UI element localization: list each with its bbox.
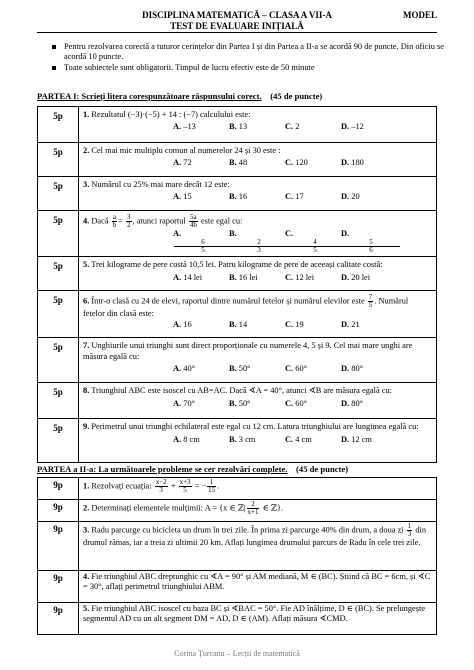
problem-cell: 2. Determinați elementele mulțimii: A = {x ∈ ℤ| $\frac{2}{x+1}$ ∈ ℤ}. xyxy=(79,500,437,522)
points-cell: 5p xyxy=(38,257,79,291)
square-bullet-icon xyxy=(52,45,56,49)
points-cell: 5p xyxy=(38,338,79,383)
question-cell: 4. Dacă $\frac{a}{b}$ = $\frac{3}{2}$ , atunci raportul $\frac{5a}{4b}$ este egal cu: A. $\frac{6}{5}$ B. $\frac{2}{3}$ C. $\frac{4}{5}$ D. $\frac{5}{6}$ xyxy=(79,211,437,257)
part1-table xyxy=(37,106,437,463)
points-cell: 5p xyxy=(38,107,79,143)
instruction-item: Pentru rezolvarea corectă a tuturor cerințelor din Partea I și din Partea a II-a se acordă 90 de puncte. Din oficiu se acordă 10 puncte. xyxy=(50,42,445,63)
square-bullet-icon xyxy=(52,66,56,70)
problem-cell: 3. Radu parcurge cu bicicleta un drum în trei zile. În prima zi parcurge 40% din drum, a doua zi $\frac{1}{3}$ din drumul rămas, iar a treia zi ultimii 20 km. Aflați lungimea drumului parcurs de Radu în cele trei zile. xyxy=(79,522,437,571)
question-row xyxy=(38,419,437,463)
points-cell: 9p xyxy=(38,571,79,603)
problem-cell: 4. Fie triunghiul ABC dreptunghic cu ∢A = 90° și AM mediană, M ∈ (BC). Știind că BC = 6cm, și ∢C = 30°, aflați perimetrul triunghiului ABM. xyxy=(79,571,437,603)
problem-cell: 1. Rezolvați ecuația: $\frac{x-2}{3}$ + $\frac{x+3}{5}$ = − $\frac{1}{15}$ . xyxy=(79,478,437,500)
question-row xyxy=(38,291,437,338)
question-row xyxy=(38,177,437,211)
discipline-title: DISCIPLINA MATEMATICĂ – CLASA A VII-A xyxy=(142,10,332,20)
part1-heading: PARTEA I: Scrieți litera corespunzătoare răspunsului corect. (45 de puncte) xyxy=(37,91,323,101)
points-cell: 9p xyxy=(38,500,79,522)
question-row xyxy=(38,107,437,143)
points-cell: 9p xyxy=(38,478,79,500)
problem-row xyxy=(38,500,437,522)
test-title: TEST DE EVALUARE INIȚIALĂ xyxy=(170,21,304,31)
points-cell: 5p xyxy=(38,177,79,211)
problem-row xyxy=(38,603,437,635)
part2-heading: PARTEA a II-a: La următoarele probleme se cer rezolvări complete. (45 de puncte) xyxy=(37,464,349,474)
question-row xyxy=(38,211,437,257)
instruction-item: Toate subiectele sunt obligatorii. Timpul de lucru efectiv este de 50 minute xyxy=(50,63,445,73)
fraction: $\frac{a}{b}$ xyxy=(112,213,117,229)
question-cell: 5. Trei kilograme de pere costă 10,5 lei. Patru kilograme de pere de aceeași calitate costă: A. 14 lei B. 16 lei C. 12 lei D. 20 lei xyxy=(79,257,437,291)
points-cell: 5p xyxy=(38,211,79,257)
part2-table xyxy=(37,477,437,635)
points-cell: 5p xyxy=(38,419,79,463)
page-header xyxy=(37,10,437,33)
points-cell: 5p xyxy=(38,143,79,177)
question-row xyxy=(38,383,437,419)
question-cell: 1. Rezultatul (−3)·(−5) + 14 : (−7) calculului este: A. –13 B. 13 C. 2 D. –12 xyxy=(79,107,437,143)
problem-cell: 5. Fie triunghiul ABC isoscel cu baza BC și ∢BAC = 50°. Fie AD înălțime, D ∈ (BC). Se prelungește segmentul AD cu un alt segment DM = AD, D ∈ (AM). Aflați măsura ∢CMD. xyxy=(79,603,437,635)
points-cell: 5p xyxy=(38,291,79,338)
question-cell: 6. Într-o clasă cu 24 de elevi, raportul dintre numărul fetelor și numărul elevilor este $\frac{7}{5}$ . Numărul fetelor din clasă este: A. 16 B. 14 C. 19 D. 21 xyxy=(79,291,437,338)
page-footer: Corina Țurcanu – Lecții de matematică xyxy=(174,649,300,658)
instructions-list xyxy=(50,42,445,73)
points-cell: 9p xyxy=(38,522,79,571)
question-row xyxy=(38,257,437,291)
model-label: MODEL xyxy=(402,10,437,20)
problem-row xyxy=(38,522,437,571)
question-row xyxy=(38,338,437,383)
points-cell: 9p xyxy=(38,603,79,635)
question-row xyxy=(38,143,437,177)
points-cell: 5p xyxy=(38,383,79,419)
problem-row xyxy=(38,478,437,500)
problem-row xyxy=(38,571,437,603)
question-cell: 9. Perimetrul unui triunghi echilateral este egal cu 12 cm. Latura triunghiului are lungimea egală cu: A. 8 cm B. 3 cm C. 4 cm D. 12 cm xyxy=(79,419,437,463)
question-cell: 7. Unghiurile unui triunghi sunt direct proporționale cu numerele 4, 5 și 9. Cel mai mare unghi are măsura egală cu: A. 40° B. 50° C. 60° D. 80° xyxy=(79,338,437,383)
question-cell: 3. Numărul cu 25% mai mare decât 12 este: A. 15 B. 16 C. 17 D. 20 xyxy=(79,177,437,211)
question-cell: 8. Triunghiul ABC este isoscel cu AB=AC. Dacă ∢A = 40°, atunci ∢B are măsura egală cu: A. 70° B. 50° C. 60° D. 80° xyxy=(79,383,437,419)
question-cell: 2. Cel mai mic multiplu comun al numerelor 24 și 30 este : A. 72 B. 48 C. 120 D. 180 xyxy=(79,143,437,177)
